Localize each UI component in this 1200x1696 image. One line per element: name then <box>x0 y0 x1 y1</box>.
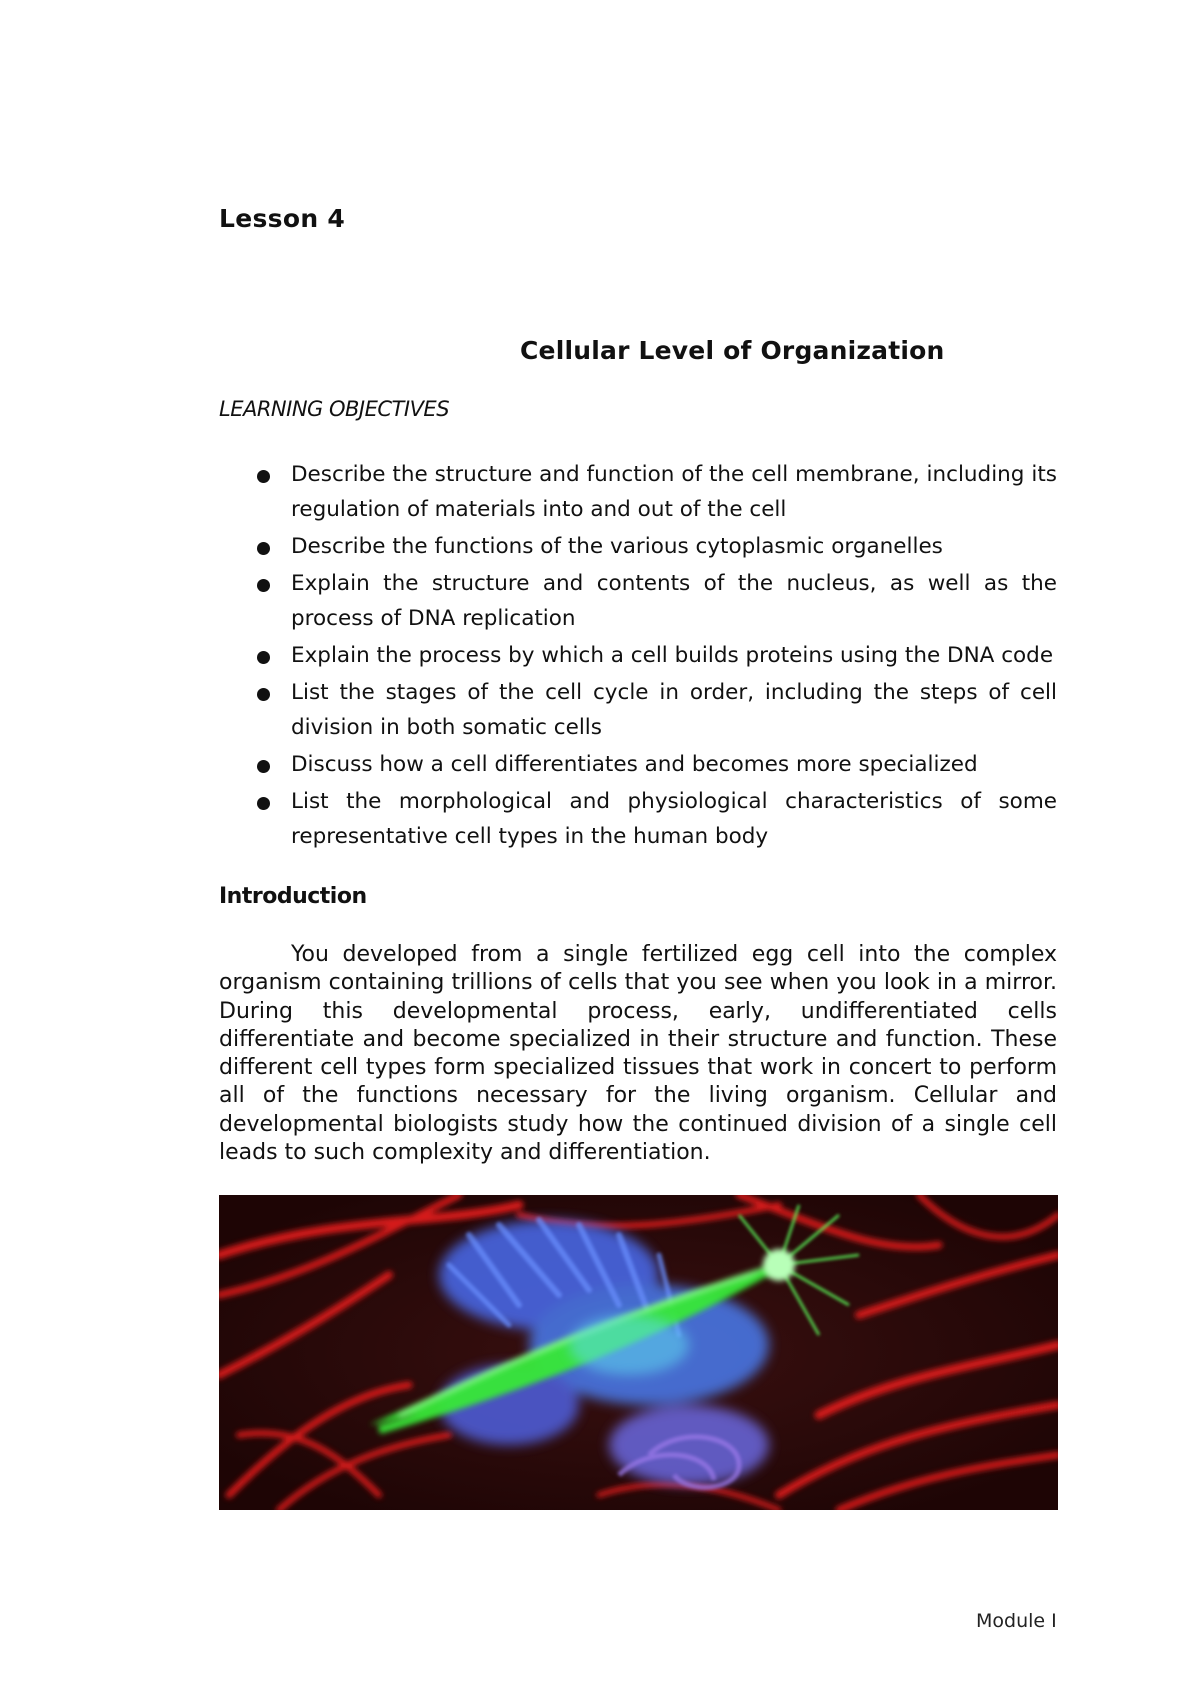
bullet-icon <box>257 688 270 701</box>
introduction-paragraph: You developed from a single fertilized egg cell into the complex organism containing trillions of cells that you see when you look in a mirror. During this developmental process, early, undifferentiated cells differentiate and become specialized in their structure and function. These different cell types form specialized tissues that work in concert to perform all of the functions necessary for the living organism. Cellular and developmental biologists study how the continued division of a single cell leads to such complexity and differentiation. <box>219 942 1057 1166</box>
objective-item <box>257 566 1057 636</box>
bullet-icon <box>257 760 270 773</box>
objective-item <box>257 747 1057 782</box>
objective-text: List the stages of the cell cycle in order, including the steps of cell division in both somatic cells <box>291 680 1057 740</box>
objective-item <box>257 675 1057 745</box>
cell-division-micrograph <box>219 1195 1058 1510</box>
objective-text: Explain the structure and contents of the nucleus, as well as the process of DNA replication <box>291 571 1057 631</box>
objective-item <box>257 638 1057 673</box>
bullet-icon <box>257 651 270 664</box>
spindle-pole-glow <box>763 1249 795 1281</box>
objective-item <box>257 457 1057 527</box>
objectives-list <box>257 457 1057 856</box>
objective-item <box>257 784 1057 854</box>
bullet-icon <box>257 797 270 810</box>
objective-text: Describe the structure and function of the cell membrane, including its regulation of materials into and out of the cell <box>291 462 1057 522</box>
objective-text: Explain the process by which a cell builds proteins using the DNA code <box>291 643 1054 668</box>
center-highlight <box>569 1315 689 1375</box>
objective-text: Describe the functions of the various cytoplasmic organelles <box>291 534 943 559</box>
bullet-icon <box>257 470 270 483</box>
objectives-heading: LEARNING OBJECTIVES <box>219 397 450 421</box>
lesson-number: Lesson 4 <box>219 204 346 233</box>
bullet-icon <box>257 579 270 592</box>
introduction-heading: Introduction <box>219 884 367 909</box>
page-title: Cellular Level of Organization <box>520 336 945 365</box>
objective-text: Discuss how a cell differentiates and becomes more specialized <box>291 752 978 777</box>
micrograph-graphic <box>219 1195 1058 1510</box>
objective-text: List the morphological and physiological characteristics of some representative cell types in the human body <box>291 789 1057 849</box>
objective-item <box>257 529 1057 564</box>
footer-module-label: Module I <box>976 1610 1057 1632</box>
bullet-icon <box>257 542 270 555</box>
